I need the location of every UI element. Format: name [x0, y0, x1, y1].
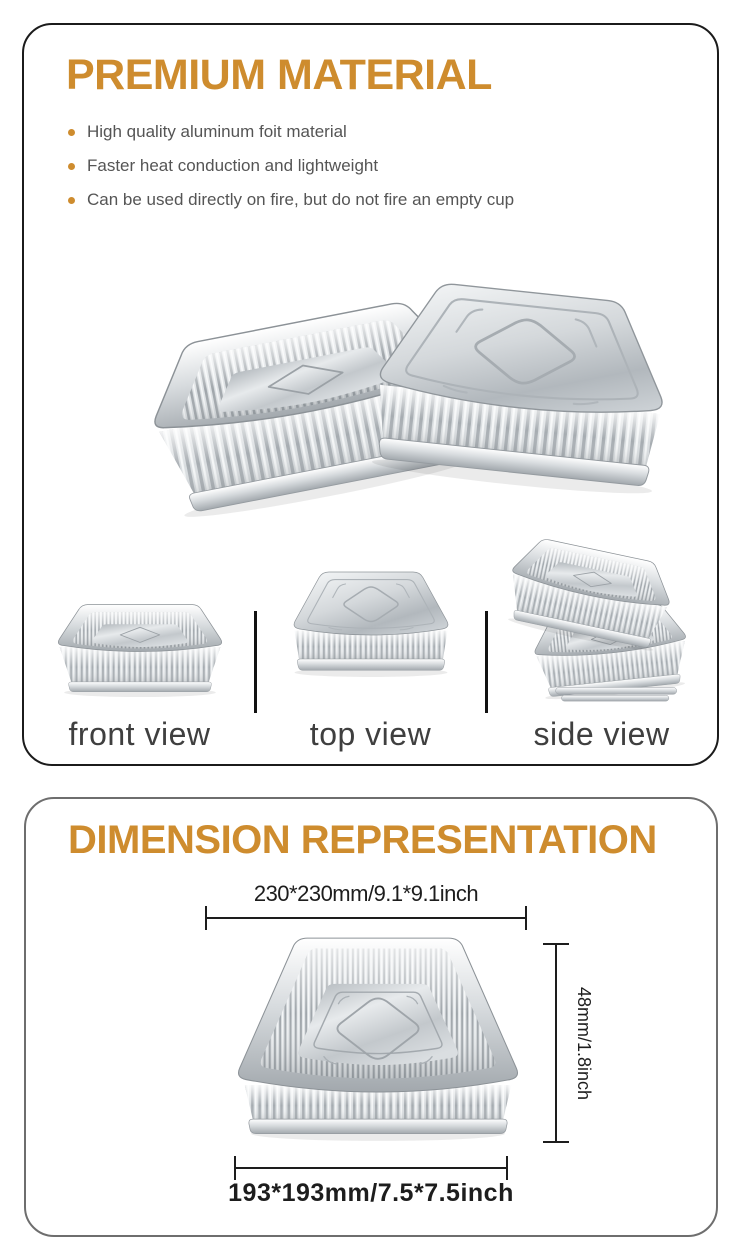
- bullet-dot-icon: [68, 163, 75, 170]
- base-size-dimension-line: [234, 1167, 508, 1169]
- bullet-dot-icon: [68, 197, 75, 204]
- view-side: [486, 530, 717, 762]
- bullet-dot-icon: [68, 129, 75, 136]
- views-divider: [254, 611, 257, 713]
- view-top: [255, 530, 486, 762]
- view-front: [24, 530, 255, 762]
- dimension-panel: [24, 797, 718, 1237]
- product-photo-front-view: [49, 586, 231, 708]
- dimension-title: DIMENSION REPRESENTATION: [68, 818, 657, 862]
- product-views-row: [24, 530, 717, 762]
- product-photo-side-view: [499, 539, 704, 707]
- feature-bullet: [68, 183, 514, 217]
- height-dimension-label: 48mm/1.8inch: [574, 986, 595, 1100]
- front-view-label: front view: [68, 716, 211, 752]
- feature-bullet-text: Can be used directly on fire, but do not fire an empty cup: [87, 190, 515, 209]
- premium-material-panel: [22, 23, 719, 766]
- outer-size-dimension-label: 230*230mm/9.1*9.1inch: [253, 881, 479, 906]
- base-size-dimension-label: 193*193mm/7.5*7.5inch: [228, 1179, 514, 1207]
- feature-bullet-list: [68, 115, 514, 217]
- top-view-label: top view: [309, 716, 432, 752]
- feature-bullet: [68, 115, 514, 149]
- product-photo-dimension: [222, 929, 534, 1149]
- product-photo-main: [120, 243, 700, 543]
- feature-bullet-text: Faster heat conduction and lightweight: [87, 156, 379, 175]
- height-dimension-line: [555, 943, 557, 1143]
- side-view-label: side view: [533, 716, 670, 752]
- feature-bullet-text: High quality aluminum foit material: [87, 122, 347, 141]
- views-divider: [485, 611, 488, 713]
- outer-size-dimension-line: [205, 917, 527, 919]
- premium-material-title: PREMIUM MATERIAL: [66, 51, 492, 99]
- product-photo-top-view: [281, 564, 461, 682]
- feature-bullet: [68, 149, 514, 183]
